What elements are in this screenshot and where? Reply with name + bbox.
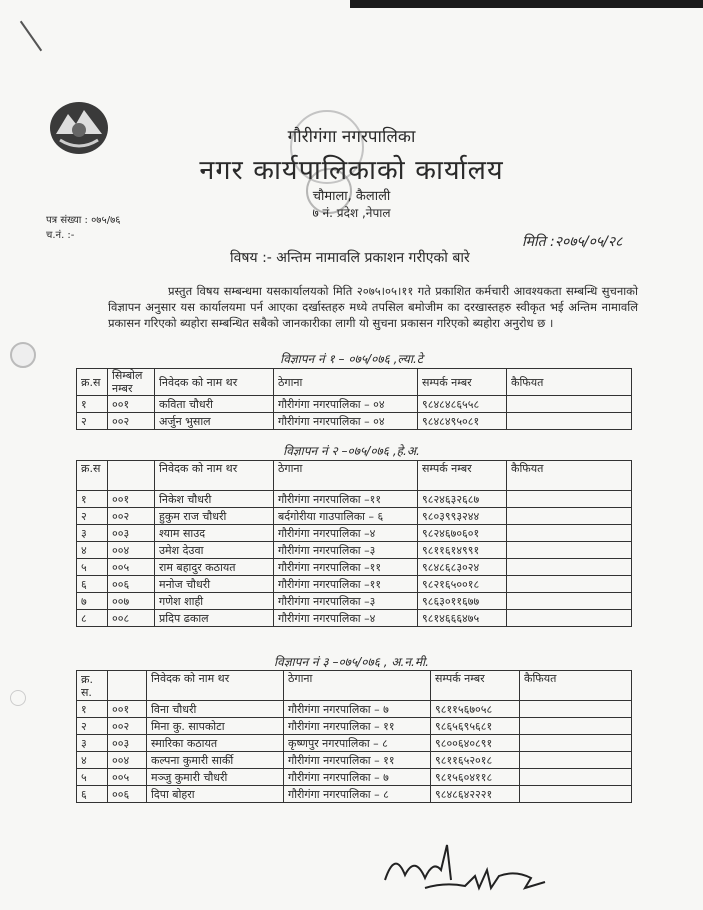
col-address: ठेगाना — [274, 461, 418, 491]
cell: २ — [77, 413, 108, 430]
cell — [507, 542, 632, 559]
table-row — [77, 413, 632, 430]
cell: राम बहादुर कठायत — [155, 559, 274, 576]
cell — [507, 525, 632, 542]
table-row — [77, 718, 632, 735]
table-row — [77, 701, 632, 718]
cell: ६ — [77, 786, 108, 803]
cell: गौरीगंगा नगरपालिका – ११ — [284, 752, 431, 769]
cell: गौरीगंगा नगरपालिका – ७ — [284, 769, 431, 786]
cell: १ — [77, 491, 108, 508]
cell: ९८००६४०८९१ — [431, 735, 520, 752]
section-title-3: विज्ञापन नं ३ –०७५/०७६ , अ.न.मी. — [274, 655, 429, 669]
cell — [507, 610, 632, 627]
cell: ३ — [77, 735, 108, 752]
cell — [520, 786, 632, 803]
cell: ९८२४६३२६८७ — [418, 491, 507, 508]
cell: ९८११६५२०१८ — [431, 752, 520, 769]
cell: प्रदिप ढकाल — [155, 610, 274, 627]
cell: गौरीगंगा नगरपालिका –४ — [274, 525, 418, 542]
cell: २ — [77, 718, 108, 735]
table-row — [77, 769, 632, 786]
cell: ९८६३०११६७७ — [418, 593, 507, 610]
pen-mark — [20, 21, 42, 52]
cell: ६ — [77, 576, 108, 593]
cell: ००५ — [108, 769, 147, 786]
cell: अर्जुन भुसाल — [155, 413, 274, 430]
cell: गौरीगंगा नगरपालिका –११ — [274, 491, 418, 508]
cell: निकेश चौधरी — [155, 491, 274, 508]
cell: गौरीगंगा नगरपालिका –३ — [274, 542, 418, 559]
col-address: ठेगाना — [274, 369, 418, 396]
cell: गौरीगंगा नगरपालिका – ०४ — [274, 396, 418, 413]
col-contact: सम्पर्क नम्बर — [418, 369, 507, 396]
cell: ९८११६१४९९१ — [418, 542, 507, 559]
cell: ००३ — [108, 525, 155, 542]
cell: गौरीगंगा नगरपालिका –११ — [274, 576, 418, 593]
cell: ९८४८४८६५५८ — [418, 396, 507, 413]
cell: ००८ — [108, 610, 155, 627]
table-row — [77, 396, 632, 413]
cell: मिना कु. सापकोटा — [147, 718, 284, 735]
cell: गौरीगंगा नगरपालिका – ११ — [284, 718, 431, 735]
cell — [507, 593, 632, 610]
cell: गौरीगंगा नगरपालिका – ०४ — [274, 413, 418, 430]
cell — [520, 718, 632, 735]
cell: गौरीगंगा नगरपालिका –३ — [274, 593, 418, 610]
cell: विना चौधरी — [147, 701, 284, 718]
col-remarks: कैफियत — [507, 461, 632, 491]
cell: ००१ — [108, 396, 155, 413]
cell — [507, 576, 632, 593]
top-edge-bar — [350, 0, 703, 8]
letter-subject: विषय :- अन्तिम नामावलि प्रकाशन गरीएको बारे — [230, 250, 470, 266]
cell: ००७ — [108, 593, 155, 610]
table-row — [77, 542, 632, 559]
cell — [520, 735, 632, 752]
cell: ५ — [77, 769, 108, 786]
col-serial: क्र. स. — [77, 671, 108, 701]
cell: ००४ — [108, 542, 155, 559]
province: ७ नं. प्रदेश ,नेपाल — [312, 206, 391, 220]
table-header-row — [77, 369, 632, 396]
cell: ७ — [77, 593, 108, 610]
col-remarks: कैफियत — [507, 369, 632, 396]
cell: ९८१४६६६४७५ — [418, 610, 507, 627]
cell: हुकुम राज चौधरी — [155, 508, 274, 525]
cell: ९८०३९९३२४४ — [418, 508, 507, 525]
cell: ००२ — [108, 718, 147, 735]
table-row — [77, 752, 632, 769]
table-row — [77, 576, 632, 593]
cell — [520, 752, 632, 769]
office-address: चौमाला, कैलाली — [312, 189, 391, 204]
col-name: निवेदक को नाम थर — [155, 369, 274, 396]
cell: १ — [77, 396, 108, 413]
col-symbol — [108, 461, 155, 491]
col-symbol: सिम्बोल नम्बर — [108, 369, 155, 396]
letter-date: मिति :२०७५/०५/२८ — [522, 234, 623, 250]
cell: गौरीगंगा नगरपालिका – ८ — [284, 786, 431, 803]
table-header-row — [77, 461, 632, 491]
cell: ५ — [77, 559, 108, 576]
cell: ९८२४६७०६०१ — [418, 525, 507, 542]
cell: कल्पना कुमारी सार्की — [147, 752, 284, 769]
cell: उमेश देउवा — [155, 542, 274, 559]
cell: ००२ — [108, 413, 155, 430]
table-row — [77, 508, 632, 525]
cell: ९८१५६०४११८ — [431, 769, 520, 786]
cell: ४ — [77, 752, 108, 769]
cell: ४ — [77, 542, 108, 559]
col-contact: सम्पर्क नम्बर — [418, 461, 507, 491]
cell: श्याम साउद — [155, 525, 274, 542]
municipality-name: गौरीगंगा नगरपालिका — [287, 127, 416, 147]
cell: गौरीगंगा नगरपालिका –४ — [274, 610, 418, 627]
table-row — [77, 786, 632, 803]
cell: ००३ — [108, 735, 147, 752]
handwritten-signature — [375, 840, 575, 895]
cell: ९८६५६९५६८१ — [431, 718, 520, 735]
cell: ९८४८६८३०२४ — [418, 559, 507, 576]
cell: कविता चौधरी — [155, 396, 274, 413]
section-title-1: विज्ञापन नं १ – ०७५/०७६ ,ल्या.टे — [280, 352, 423, 366]
cell: गौरीगंगा नगरपालिका – ७ — [284, 701, 431, 718]
cell: कृष्णपुर नगरपालिका – ८ — [284, 735, 431, 752]
punch-hole-small — [10, 690, 26, 706]
cell: ९८४८४९५०८१ — [418, 413, 507, 430]
cell: १ — [77, 701, 108, 718]
cell: ००५ — [108, 559, 155, 576]
table-row — [77, 610, 632, 627]
cell: ००२ — [108, 508, 155, 525]
office-title: नगर कार्यपालिकाको कार्यालय — [199, 155, 504, 186]
body-paragraph: प्रस्तुत विषय सम्बन्धमा यसकार्यालयको मिति २०७५।०५।११ गते प्रकाशित कर्मचारी आवश्यकता सम्बन्धि सुचनाको विज्ञापन अनुसार यस कार्यालयमा पर्न आएका दर्खास्तहरु मध्ये तपसिल बमोजीम का दरखास्तहरु स्वीकृत भई अन्तिम नामावलि प्रकासन गरिएको ब्यहोरा सम्बन्धित सबैको जानकारीका लागी यो सुचना प्रकासन गरिएको ब्यहोरा अनुरोध छ । — [108, 284, 638, 330]
col-name: निवेदक को नाम थर — [155, 461, 274, 491]
cell: ९८११५६७०५८ — [431, 701, 520, 718]
col-serial: क्र.स — [77, 461, 108, 491]
col-serial: क्र.स — [77, 369, 108, 396]
cell — [520, 769, 632, 786]
dispatch-number: च.नं. :- — [46, 230, 75, 241]
cell: ००१ — [108, 491, 155, 508]
cell: ००४ — [108, 752, 147, 769]
applicants-table-2 — [76, 460, 632, 627]
cell: दिपा बोहरा — [147, 786, 284, 803]
cell — [507, 559, 632, 576]
col-remarks: कैफियत — [520, 671, 632, 701]
cell: मनोज चौधरी — [155, 576, 274, 593]
cell — [520, 701, 632, 718]
table-header-row — [77, 671, 632, 701]
col-symbol — [108, 671, 147, 701]
table-row — [77, 593, 632, 610]
table-row — [77, 491, 632, 508]
table-row — [77, 735, 632, 752]
cell — [507, 413, 632, 430]
col-name: निवेदक को नाम थर — [147, 671, 284, 701]
cell — [507, 508, 632, 525]
cell: ००६ — [108, 786, 147, 803]
cell: ००६ — [108, 576, 155, 593]
section-title-2: विज्ञापन नं २ –०७५/०७६ ,हे.अ. — [283, 444, 420, 458]
cell: मञ्जु कुमारी चौधरी — [147, 769, 284, 786]
cell: गणेश शाही — [155, 593, 274, 610]
cell: ००१ — [108, 701, 147, 718]
cell — [507, 396, 632, 413]
table-row — [77, 559, 632, 576]
col-address: ठेगाना — [284, 671, 431, 701]
applicants-table-3 — [76, 670, 632, 803]
cell: ९८२१६५००१८ — [418, 576, 507, 593]
letter-number: पत्र संख्या : ०७५/७६ — [46, 215, 121, 226]
cell — [507, 491, 632, 508]
col-contact: सम्पर्क नम्बर — [431, 671, 520, 701]
cell: गौरीगंगा नगरपालिका –११ — [274, 559, 418, 576]
cell: बर्दगोरीया गाउपालिका – ६ — [274, 508, 418, 525]
cell: ३ — [77, 525, 108, 542]
applicants-table-1 — [76, 368, 632, 430]
cell: ९८४८६४२२२१ — [431, 786, 520, 803]
cell: ८ — [77, 610, 108, 627]
cell: २ — [77, 508, 108, 525]
cell: स्मारिका कठायत — [147, 735, 284, 752]
table-row — [77, 525, 632, 542]
